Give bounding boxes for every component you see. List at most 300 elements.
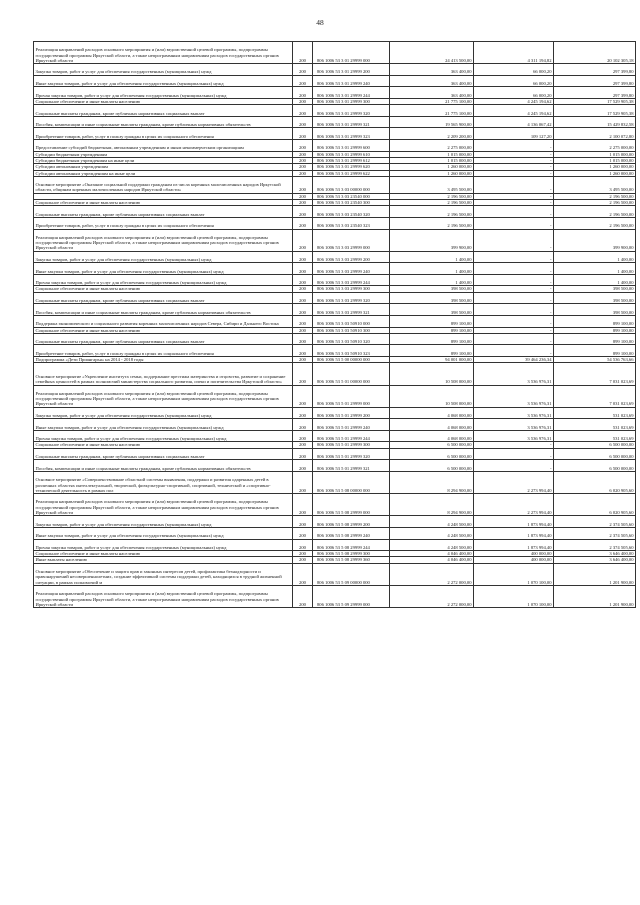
row-group-cell: 200 [293, 193, 313, 199]
table-row [34, 315, 636, 327]
row-assigned-cell: 4 046 400,00 [390, 551, 474, 557]
row-group-cell: 200 [293, 105, 313, 117]
row-name-cell: Закупка товаров, работ и услуг для обеспечения государственных (муниципальных) нужд [34, 251, 293, 263]
table-row [34, 363, 636, 385]
row-group-cell: 200 [293, 460, 313, 472]
row-remaining-cell: 20 102 305,18 [554, 42, 636, 64]
row-assigned-cell: 6 500 000,00 [390, 442, 474, 448]
row-code-cell: 806 1006 53 3 01 29999 300 [313, 98, 390, 104]
row-code-cell: 806 1006 53 3 01 29999 240 [313, 75, 390, 87]
row-code-cell: 806 1006 53 3 01 29999 610 [313, 151, 390, 157]
row-assigned-cell: 1 260 000,00 [390, 164, 474, 170]
table-row [34, 105, 636, 117]
row-executed-cell: 66 000,20 [474, 75, 554, 87]
row-executed-cell: 2 273 994,40 [474, 494, 554, 516]
row-code-cell: 806 1006 53 3 03 50910 323 [313, 345, 390, 357]
row-remaining-cell: 2 196 500,00 [554, 217, 636, 229]
row-executed-cell: 2 273 994,40 [474, 471, 554, 493]
row-remaining-cell: 531 023,69 [554, 419, 636, 431]
row-executed-cell: 4 245 194,62 [474, 105, 554, 117]
row-group-cell: 200 [293, 128, 313, 140]
row-remaining-cell: 2 275 000,00 [554, 140, 636, 152]
row-assigned-cell: 398 500,00 [390, 304, 474, 316]
row-group-cell: 200 [293, 385, 313, 407]
row-code-cell: 806 1006 53 3 01 29999 622 [313, 170, 390, 176]
row-executed-cell: - [474, 164, 554, 170]
row-code-cell: 806 1006 53 3 03 23540 320 [313, 206, 390, 218]
row-code-cell: 806 1006 53 3 03 29999 244 [313, 274, 390, 286]
table-row [34, 407, 636, 419]
row-name-cell: Реализация направлений расходов основного мероприятия и (или) ведомственной целевой программы, подпрограммы государственной программы Иркутской области, а также непрограммным направлениям расходов государственных органов Иркутской области [34, 494, 293, 516]
row-name-cell: Приобретение товаров, работ, услуг в пользу граждан в целях их социального обеспечения [34, 217, 293, 229]
row-name-cell: Основное мероприятие «Обеспечение и защита прав и законных интересов детей, профилактика безнадзорности и правонарушений несовершеннолетних, создание эффективной системы поддержки детей, находящихся в трудной жизненной ситуации, в рамках полномочий м [34, 563, 293, 585]
row-group-cell: 200 [293, 200, 313, 206]
row-remaining-cell: 1 400,00 [554, 251, 636, 263]
row-group-cell: 200 [293, 563, 313, 585]
row-code-cell: 806 1006 53 3 03 50910 000 [313, 315, 390, 327]
row-remaining-cell: 17 529 905,38 [554, 98, 636, 104]
row-code-cell: 806 1006 53 3 03 29999 300 [313, 286, 390, 292]
row-executed-cell: 3 536 976,31 [474, 419, 554, 431]
row-name-cell: Социальные выплаты гражданам, кроме публичных нормативных социальных выплат [34, 448, 293, 460]
row-group-cell: 200 [293, 304, 313, 316]
row-assigned-cell: 10 508 000,00 [390, 363, 474, 385]
row-remaining-cell: 7 031 023,69 [554, 363, 636, 385]
row-group-cell: 200 [293, 448, 313, 460]
row-remaining-cell: 6 500 000,00 [554, 448, 636, 460]
table-row [34, 217, 636, 229]
row-assigned-cell: 8 294 900,00 [390, 494, 474, 516]
row-remaining-cell: 6 500 000,00 [554, 460, 636, 472]
row-executed-cell: - [474, 292, 554, 304]
row-remaining-cell: 398 500,00 [554, 286, 636, 292]
row-executed-cell: - [474, 217, 554, 229]
row-remaining-cell: 2 196 500,00 [554, 200, 636, 206]
row-group-cell: 200 [293, 419, 313, 431]
row-assigned-cell: 2 209 200,00 [390, 128, 474, 140]
row-name-cell: Иные закупки товаров, работ и услуг для обеспечения государственных (муниципальных) нужд [34, 75, 293, 87]
row-assigned-cell: 4 046 400,00 [390, 557, 474, 563]
row-remaining-cell: 3 646 400,00 [554, 557, 636, 563]
row-assigned-cell: 24 413 500,00 [390, 42, 474, 64]
row-assigned-cell: 19 565 900,00 [390, 116, 474, 128]
row-code-cell: 806 1006 53 3 01 29999 000 [313, 42, 390, 64]
row-remaining-cell: 531 023,69 [554, 407, 636, 419]
table-row [34, 539, 636, 551]
row-name-cell: Подпрограмма «Дети Приангарья» на 2014 - 2018 годы [34, 357, 293, 363]
row-executed-cell: 1 873 994,40 [474, 516, 554, 528]
row-executed-cell: 1 070 100,00 [474, 563, 554, 585]
row-name-cell: Иные закупки товаров, работ и услуг для обеспечения государственных (муниципальных) нужд [34, 527, 293, 539]
row-name-cell: Закупка товаров, работ и услуг для обеспечения государственных (муниципальных) нужд [34, 64, 293, 76]
table-row [34, 448, 636, 460]
row-assigned-cell: 1 400,00 [390, 274, 474, 286]
row-remaining-cell: 899 100,00 [554, 345, 636, 357]
row-name-cell: Социальное обеспечение и иные выплаты населению [34, 200, 293, 206]
row-assigned-cell: 2 196 500,00 [390, 206, 474, 218]
row-name-cell: Социальное обеспечение и иные выплаты населению [34, 286, 293, 292]
row-remaining-cell: 399 900,00 [554, 229, 636, 251]
row-remaining-cell: 1 260 000,00 [554, 164, 636, 170]
table-row [34, 585, 636, 607]
row-assigned-cell: 4 068 000,00 [390, 419, 474, 431]
table-row [34, 471, 636, 493]
row-executed-cell: 1 873 994,40 [474, 527, 554, 539]
row-group-cell: 200 [293, 98, 313, 104]
row-assigned-cell: 4 248 500,00 [390, 527, 474, 539]
row-assigned-cell: 1 015 000,00 [390, 157, 474, 163]
row-executed-cell: 1 873 994,40 [474, 539, 554, 551]
row-name-cell: Иные закупки товаров, работ и услуг для обеспечения государственных (муниципальных) нужд [34, 263, 293, 275]
row-group-cell: 200 [293, 251, 313, 263]
table-row [34, 345, 636, 357]
row-remaining-cell: 2 374 505,60 [554, 527, 636, 539]
row-code-cell: 806 1006 53 3 03 50910 300 [313, 327, 390, 333]
row-group-cell: 200 [293, 170, 313, 176]
table-row [34, 251, 636, 263]
row-name-cell: Реализация направлений расходов основного мероприятия и (или) ведомственной целевой программы, подпрограммы государственной программы Иркутской области, а также непрограммным направлениям расходов государственных органов Иркутской области [34, 229, 293, 251]
row-group-cell: 200 [293, 345, 313, 357]
row-assigned-cell: 2 272 000,00 [390, 563, 474, 585]
row-code-cell: 806 1006 53 5 09 29999 000 [313, 585, 390, 607]
row-executed-cell: 66 000,20 [474, 87, 554, 99]
row-code-cell: 806 1006 53 3 01 29999 323 [313, 128, 390, 140]
row-assigned-cell: 2 196 500,00 [390, 193, 474, 199]
row-code-cell: 806 1006 53 3 03 29999 320 [313, 292, 390, 304]
row-remaining-cell: 297 399,80 [554, 87, 636, 99]
row-group-cell: 200 [293, 494, 313, 516]
row-group-cell: 200 [293, 357, 313, 363]
budget-table [33, 41, 636, 608]
row-executed-cell: 4 136 067,42 [474, 116, 554, 128]
row-executed-cell: - [474, 442, 554, 448]
row-code-cell: 806 1006 53 5 01 29999 321 [313, 460, 390, 472]
row-name-cell: Прочая закупка товаров, работ и услуг для обеспечения государственных (муниципальных) нужд [34, 274, 293, 286]
row-executed-cell: - [474, 157, 554, 163]
row-executed-cell: 3 536 976,31 [474, 430, 554, 442]
row-assigned-cell: 4 248 500,00 [390, 539, 474, 551]
row-name-cell: Предоставление субсидий бюджетным, автономным учреждениям и иным некоммерческим организациям [34, 140, 293, 152]
table-row [34, 304, 636, 316]
table-row [34, 176, 636, 193]
row-name-cell: Социальные выплаты гражданам, кроме публичных нормативных социальных выплат [34, 105, 293, 117]
row-remaining-cell: 2 100 072,80 [554, 128, 636, 140]
row-assigned-cell: 4 068 000,00 [390, 430, 474, 442]
row-remaining-cell: 7 031 023,69 [554, 385, 636, 407]
row-name-cell: Субсидии автономным учреждениям [34, 164, 293, 170]
row-remaining-cell: 2 374 505,60 [554, 516, 636, 528]
row-executed-cell: - [474, 286, 554, 292]
table-row [34, 263, 636, 275]
row-group-cell: 200 [293, 333, 313, 345]
budget-table-container [33, 41, 635, 608]
row-executed-cell: - [474, 200, 554, 206]
row-executed-cell: - [474, 229, 554, 251]
row-group-cell: 200 [293, 87, 313, 99]
row-group-cell: 200 [293, 442, 313, 448]
row-executed-cell: 400 000,00 [474, 551, 554, 557]
row-code-cell: 806 1006 53 5 00 00000 000 [313, 357, 390, 363]
table-row [34, 64, 636, 76]
row-remaining-cell: 2 196 500,00 [554, 193, 636, 199]
row-name-cell: Социальное обеспечение и иные выплаты населению [34, 442, 293, 448]
row-remaining-cell: 1 201 900,00 [554, 585, 636, 607]
row-name-cell: Основное мероприятие «Укрепление института семьи, поддержание престижа материнства и отцовства, развитие и сохранение семейных ценностей в рамках полномочий министерства социального развития, опеки и попечительства Иркутской области» [34, 363, 293, 385]
row-code-cell: 806 1006 53 3 03 23540 300 [313, 200, 390, 206]
row-name-cell: Социальное обеспечение и иные выплаты населению [34, 551, 293, 557]
row-code-cell: 806 1006 53 3 03 23540 323 [313, 217, 390, 229]
row-assigned-cell: 6 500 000,00 [390, 460, 474, 472]
row-group-cell: 200 [293, 286, 313, 292]
row-name-cell: Социальные выплаты гражданам, кроме публичных нормативных социальных выплат [34, 292, 293, 304]
table-row [34, 206, 636, 218]
row-group-cell: 200 [293, 430, 313, 442]
row-name-cell: Субсидии бюджетным учреждениям [34, 151, 293, 157]
row-remaining-cell: 1 015 000,00 [554, 157, 636, 163]
row-executed-cell: - [474, 274, 554, 286]
row-name-cell: Прочая закупка товаров, работ и услуг для обеспечения государственных (муниципальных) нужд [34, 539, 293, 551]
row-name-cell: Основное мероприятие «Совершенствование областной системы выявления, поддержки и развития одаренных детей в различных областях интеллектуальной, творческой, физкультурно-спортивной, спортивной, технической и «спортивно-технической деятельность в рамках пол [34, 471, 293, 493]
row-executed-cell: - [474, 206, 554, 218]
row-code-cell: 806 1006 53 5 01 29999 300 [313, 442, 390, 448]
row-group-cell: 200 [293, 471, 313, 493]
row-assigned-cell: 4 068 000,00 [390, 407, 474, 419]
table-row [34, 98, 636, 104]
table-row [34, 430, 636, 442]
row-assigned-cell: 1 400,00 [390, 251, 474, 263]
row-code-cell: 806 1006 53 3 03 29999 000 [313, 229, 390, 251]
row-assigned-cell: 6 500 000,00 [390, 448, 474, 460]
row-remaining-cell: 1 201 900,00 [554, 563, 636, 585]
row-code-cell: 806 1006 53 3 03 23540 000 [313, 193, 390, 199]
page-number: 48 [316, 18, 324, 27]
row-name-cell: Закупка товаров, работ и услуг для обеспечения государственных (муниципальных) нужд [34, 516, 293, 528]
row-assigned-cell: 899 100,00 [390, 345, 474, 357]
row-remaining-cell: 1 015 000,00 [554, 151, 636, 157]
row-assigned-cell: 2 272 000,00 [390, 585, 474, 607]
row-group-cell: 200 [293, 292, 313, 304]
row-executed-cell: - [474, 176, 554, 193]
row-assigned-cell: 2 196 500,00 [390, 217, 474, 229]
row-code-cell: 806 1006 53 5 08 29999 240 [313, 527, 390, 539]
row-group-cell: 200 [293, 42, 313, 64]
table-row [34, 42, 636, 64]
row-assigned-cell: 363 400,00 [390, 87, 474, 99]
row-remaining-cell: 2 196 500,00 [554, 206, 636, 218]
row-code-cell: 806 1006 53 3 01 29999 244 [313, 87, 390, 99]
row-assigned-cell: 10 508 000,00 [390, 385, 474, 407]
row-code-cell: 806 1006 53 3 01 29999 320 [313, 105, 390, 117]
row-name-cell: Реализация направлений расходов основного мероприятия и (или) ведомственной целевой программы, подпрограммы государственной программы Иркутской области, а также непрограммным направлениям расходов государственных органов Иркутской области [34, 585, 293, 607]
row-name-cell: Социальные выплаты гражданам, кроме публичных нормативных социальных выплат [34, 206, 293, 218]
table-row [34, 527, 636, 539]
row-code-cell: 806 1006 53 3 03 29999 200 [313, 251, 390, 263]
row-remaining-cell: 3 495 500,00 [554, 176, 636, 193]
row-executed-cell: - [474, 345, 554, 357]
row-code-cell: 806 1006 53 5 08 29999 244 [313, 539, 390, 551]
row-name-cell: Приобретение товаров, работ, услуг в пользу граждан в целях их социального обеспечения [34, 345, 293, 357]
row-executed-cell: - [474, 193, 554, 199]
table-row [34, 333, 636, 345]
table-row [34, 357, 636, 363]
row-remaining-cell: 2 374 505,60 [554, 539, 636, 551]
row-group-cell: 200 [293, 527, 313, 539]
row-assigned-cell: 398 500,00 [390, 292, 474, 304]
row-assigned-cell: 899 100,00 [390, 333, 474, 345]
row-code-cell: 806 1006 53 5 01 29999 320 [313, 448, 390, 460]
row-code-cell: 806 1006 53 5 08 29999 360 [313, 557, 390, 563]
row-remaining-cell: 6 020 905,60 [554, 471, 636, 493]
row-code-cell: 806 1006 53 3 01 29999 600 [313, 140, 390, 152]
row-group-cell: 200 [293, 551, 313, 557]
row-executed-cell: 66 000,20 [474, 64, 554, 76]
row-group-cell: 200 [293, 157, 313, 163]
row-code-cell: 806 1006 53 5 01 00000 000 [313, 363, 390, 385]
row-assigned-cell: 21 775 100,00 [390, 98, 474, 104]
row-remaining-cell: 1 260 000,00 [554, 170, 636, 176]
row-assigned-cell: 1 260 000,00 [390, 170, 474, 176]
row-assigned-cell: 21 775 100,00 [390, 105, 474, 117]
row-group-cell: 200 [293, 407, 313, 419]
row-executed-cell: - [474, 151, 554, 157]
row-remaining-cell: 15 429 832,58 [554, 116, 636, 128]
row-assigned-cell: 94 001 000,00 [390, 357, 474, 363]
row-code-cell: 806 1006 53 3 01 29999 620 [313, 164, 390, 170]
table-row [34, 87, 636, 99]
row-name-cell: Реализация направлений расходов основного мероприятия и (или) ведомственной целевой программы, подпрограммы государственной программы Иркутской области, а также непрограммным направлениям расходов государственных органов Иркутской области [34, 42, 293, 64]
row-name-cell: Социальное обеспечение и иные выплаты населению [34, 327, 293, 333]
row-assigned-cell: 2 275 000,00 [390, 140, 474, 152]
row-remaining-cell: 297 399,80 [554, 75, 636, 87]
row-name-cell: Субсидии автономным учреждениям на иные цели [34, 170, 293, 176]
row-name-cell: Прочая закупка товаров, работ и услуг для обеспечения государственных (муниципальных) нужд [34, 87, 293, 99]
row-executed-cell: - [474, 140, 554, 152]
row-executed-cell: - [474, 333, 554, 345]
row-executed-cell: 3 536 976,31 [474, 407, 554, 419]
row-name-cell: Поддержка экономического и социального развития коренных малочисленных народов Севера, Сибири и Дальнего Востока [34, 315, 293, 327]
row-assigned-cell: 1 400,00 [390, 263, 474, 275]
row-group-cell: 200 [293, 539, 313, 551]
row-executed-cell: - [474, 251, 554, 263]
row-name-cell: Пособия, компенсации и иные социальные выплаты гражданам, кроме публичных нормативных обязательств [34, 116, 293, 128]
row-executed-cell: - [474, 315, 554, 327]
table-row [34, 229, 636, 251]
row-group-cell: 200 [293, 263, 313, 275]
row-code-cell: 806 1006 53 5 08 29999 200 [313, 516, 390, 528]
row-assigned-cell: 2 196 500,00 [390, 200, 474, 206]
row-assigned-cell: 399 900,00 [390, 229, 474, 251]
row-assigned-cell: 3 495 500,00 [390, 176, 474, 193]
row-code-cell: 806 1006 53 5 01 29999 240 [313, 419, 390, 431]
row-executed-cell: - [474, 327, 554, 333]
row-group-cell: 200 [293, 164, 313, 170]
table-row [34, 419, 636, 431]
row-name-cell: Субсидии бюджетным учреждениям на иные цели [34, 157, 293, 163]
row-remaining-cell: 899 100,00 [554, 315, 636, 327]
row-name-cell: Пособия, компенсации и иные социальные выплаты гражданам, кроме публичных нормативных обязательств [34, 304, 293, 316]
row-name-cell: Закупка товаров, работ и услуг для обеспечения государственных (муниципальных) нужд [34, 407, 293, 419]
table-row [34, 563, 636, 585]
row-group-cell: 200 [293, 140, 313, 152]
row-remaining-cell: 531 023,69 [554, 430, 636, 442]
row-assigned-cell: 8 294 900,00 [390, 471, 474, 493]
row-executed-cell: 400 000,00 [474, 557, 554, 563]
row-name-cell: Социальное обеспечение и иные выплаты населению [34, 98, 293, 104]
row-remaining-cell: 1 400,00 [554, 263, 636, 275]
row-remaining-cell: 6 500 000,00 [554, 442, 636, 448]
row-name-cell: Иные выплаты населению [34, 557, 293, 563]
row-code-cell: 806 1006 53 5 01 29999 000 [313, 385, 390, 407]
row-executed-cell: 39 464 236,34 [474, 357, 554, 363]
row-assigned-cell: 363 400,00 [390, 64, 474, 76]
row-group-cell: 200 [293, 116, 313, 128]
budget-table-body [34, 42, 636, 608]
row-assigned-cell: 398 500,00 [390, 286, 474, 292]
row-code-cell: 806 1006 53 5 01 29999 244 [313, 430, 390, 442]
row-assigned-cell: 899 100,00 [390, 315, 474, 327]
row-remaining-cell: 899 100,00 [554, 333, 636, 345]
row-remaining-cell: 6 020 905,60 [554, 494, 636, 516]
table-row [34, 385, 636, 407]
row-executed-cell: - [474, 460, 554, 472]
row-remaining-cell: 899 100,00 [554, 327, 636, 333]
table-row [34, 516, 636, 528]
row-code-cell: 806 1006 53 3 03 29999 321 [313, 304, 390, 316]
table-row [34, 494, 636, 516]
table-row [34, 292, 636, 304]
row-executed-cell: 3 536 976,31 [474, 385, 554, 407]
row-executed-cell: - [474, 263, 554, 275]
row-group-cell: 200 [293, 229, 313, 251]
row-group-cell: 200 [293, 585, 313, 607]
row-group-cell: 200 [293, 217, 313, 229]
table-row [34, 128, 636, 140]
table-row [34, 274, 636, 286]
row-code-cell: 806 1006 53 5 01 29999 200 [313, 407, 390, 419]
row-name-cell: Прочая закупка товаров, работ и услуг для обеспечения государственных (муниципальных) нужд [34, 430, 293, 442]
row-remaining-cell: 17 529 905,38 [554, 105, 636, 117]
row-remaining-cell: 3 646 400,00 [554, 551, 636, 557]
row-assigned-cell: 899 100,00 [390, 327, 474, 333]
table-row [34, 460, 636, 472]
row-executed-cell: - [474, 170, 554, 176]
row-remaining-cell: 398 500,00 [554, 304, 636, 316]
row-executed-cell: - [474, 448, 554, 460]
row-remaining-cell: 1 400,00 [554, 274, 636, 286]
row-assigned-cell: 4 248 500,00 [390, 516, 474, 528]
row-name-cell: Иные закупки товаров, работ и услуг для обеспечения государственных (муниципальных) нужд [34, 419, 293, 431]
row-name-cell: Основное мероприятие «Оказание социальной поддержки гражданам из числа коренных малочисленных народов Иркутской области, общинам коренных малочисленных народов Иркутской области» [34, 176, 293, 193]
row-group-cell: 200 [293, 151, 313, 157]
row-group-cell: 200 [293, 64, 313, 76]
row-name-cell: Социальные выплаты гражданам, кроме публичных нормативных социальных выплат [34, 333, 293, 345]
row-remaining-cell: 297 399,80 [554, 64, 636, 76]
row-name-cell: Пособия, компенсации и иные социальные выплаты гражданам, кроме публичных нормативных обязательств [34, 460, 293, 472]
row-name-cell: Приобретение товаров, работ, услуг в пользу граждан в целях их социального обеспечения [34, 128, 293, 140]
row-group-cell: 200 [293, 274, 313, 286]
table-row [34, 116, 636, 128]
row-code-cell: 806 1006 53 5 09 00000 000 [313, 563, 390, 585]
row-group-cell: 200 [293, 206, 313, 218]
table-row [34, 75, 636, 87]
row-group-cell: 200 [293, 327, 313, 333]
row-code-cell: 806 1006 53 5 08 29999 300 [313, 551, 390, 557]
row-name-cell: Реализация направлений расходов основного мероприятия и (или) ведомственной целевой программы, подпрограммы государственной программы Иркутской области, а также непрограммным направлениям расходов государственных органов Иркутской области [34, 385, 293, 407]
row-code-cell: 806 1006 53 5 08 29999 000 [313, 494, 390, 516]
row-group-cell: 200 [293, 363, 313, 385]
row-code-cell: 806 1006 53 3 03 29999 240 [313, 263, 390, 275]
row-group-cell: 200 [293, 557, 313, 563]
